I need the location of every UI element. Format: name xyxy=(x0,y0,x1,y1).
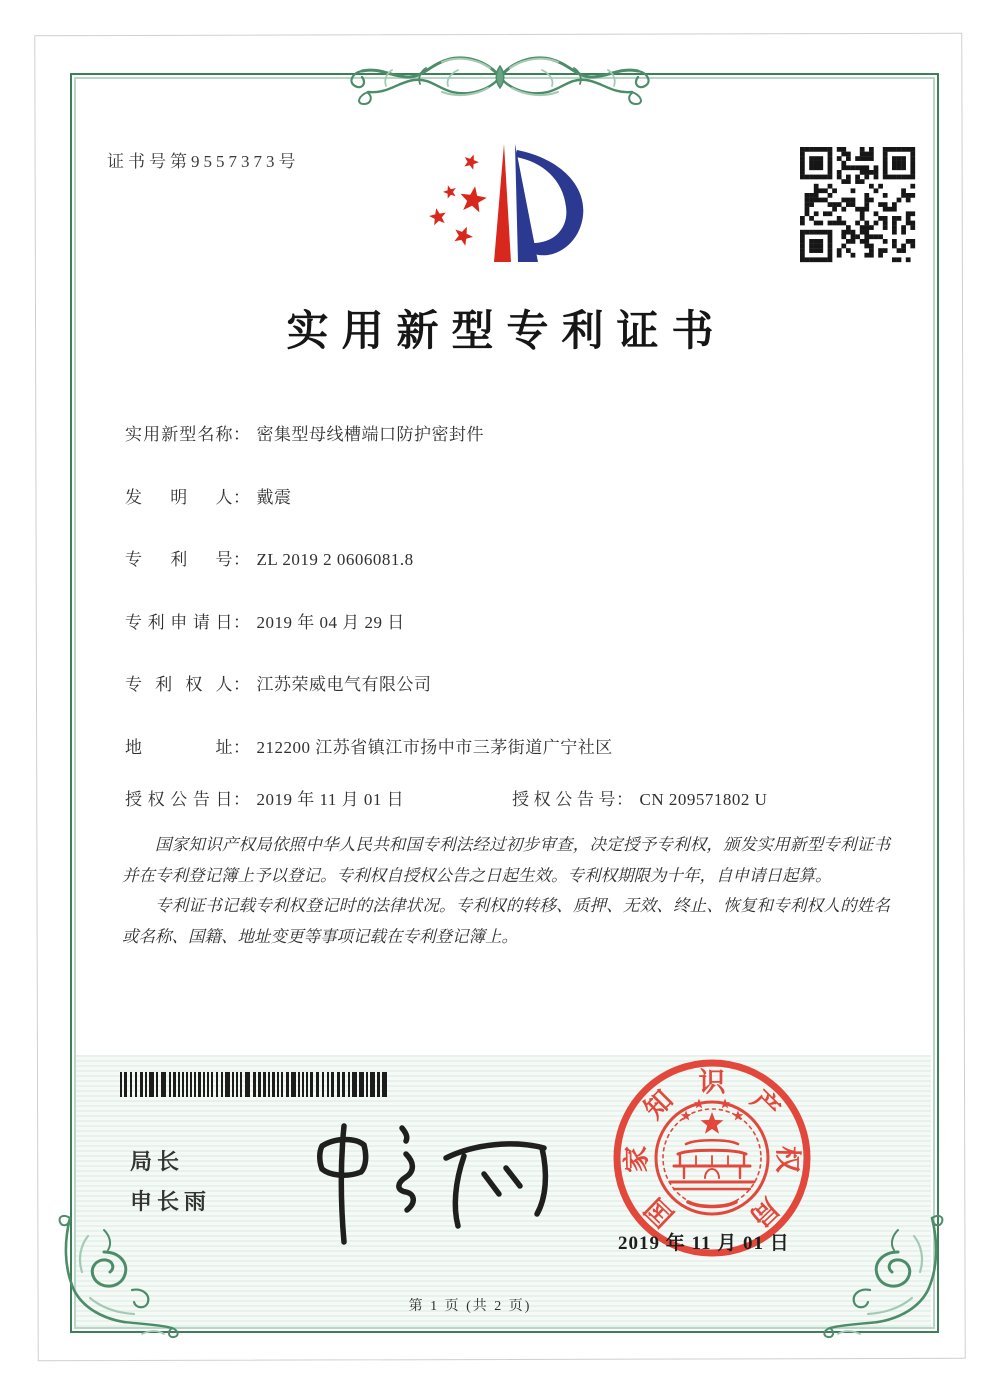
field-patent-number: 专利号： ZL 2019 2 0606081.8 xyxy=(125,545,414,570)
field-utility-model-name: 实用新型名称： 密集型母线槽端口防护密封件 xyxy=(125,420,484,445)
field-filing-date: 专利申请日： 2019 年 04 月 29 日 xyxy=(125,608,405,633)
commissioner-name: 申长雨 xyxy=(130,1189,212,1214)
field-value: 江苏荣威电气有限公司 xyxy=(256,675,432,694)
field-label: 授权公告号 xyxy=(512,790,616,809)
field-label: 专利申请日 xyxy=(125,613,233,632)
field-value: 2019 年 04 月 29 日 xyxy=(256,613,405,632)
cnipa-logo xyxy=(405,132,600,284)
top-flourish-ornament xyxy=(340,44,660,108)
seal-char: 权 xyxy=(772,1145,803,1174)
corner-flourish-ornament xyxy=(818,1206,958,1346)
logo-red-wedge xyxy=(494,144,511,262)
legal-text xyxy=(122,830,890,952)
field-label: 授权公告日 xyxy=(125,790,233,809)
page-title: 实用新型专利证书 xyxy=(286,309,727,355)
field-value: ZL 2019 2 0606081.8 xyxy=(256,550,414,569)
commissioner-block xyxy=(130,1142,211,1222)
legal-paragraph-2: 专利证书记载专利权登记时的法律状况。专利权的转移、质押、无效、终止、恢复和专利权人的姓名或名称、国籍、地址变更等事项记载在专利登记簿上。 xyxy=(122,896,890,946)
seal-char: 知 xyxy=(638,1084,679,1125)
seal-char: 识 xyxy=(698,1067,726,1098)
field-value: 戴震 xyxy=(256,488,292,507)
logo-stars xyxy=(429,155,487,246)
field-value: 2019 年 11 月 01 日 xyxy=(256,790,405,809)
field-value: CN 209571802 U xyxy=(639,790,768,809)
certificate-number: 证书号第9557373号 xyxy=(107,152,300,171)
field-patentee: 专利权人： 江苏荣威电气有限公司 xyxy=(125,670,432,695)
field-grant-number: 授权公告号： CN 209571802 U xyxy=(512,785,767,810)
field-grant-date: 授权公告日： 2019 年 11 月 01 日 xyxy=(125,785,404,810)
seal-char: 家 xyxy=(621,1145,652,1174)
field-label: 专利号 xyxy=(125,550,233,569)
field-label: 发明人 xyxy=(125,488,233,507)
legal-paragraph-1: 国家知识产权局依照中华人民共和国专利法经过初步审查，决定授予专利权，颁发实用新型专利证书并在专利登记簿上予以登记。专利权自授权公告之日起生效。专利权期限为十年，自申请日起算。 xyxy=(122,835,890,885)
barcode-icon xyxy=(120,1072,392,1097)
field-inventor: 发明人： 戴震 xyxy=(125,483,292,508)
page-number: 第 1 页 (共 2 页) xyxy=(408,1299,532,1314)
qr-code-icon xyxy=(800,147,916,263)
seal-char: 产 xyxy=(745,1084,786,1125)
field-value: 212200 江苏省镇江市扬中市三茅街道广宁社区 xyxy=(256,738,613,757)
field-label: 地址 xyxy=(125,738,233,757)
handwritten-signature-icon xyxy=(278,1112,578,1252)
seal-char: 局 xyxy=(744,1192,785,1233)
field-value: 密集型母线槽端口防护密封件 xyxy=(256,425,484,444)
corner-flourish-ornament xyxy=(44,1206,184,1346)
field-label: 专利权人 xyxy=(125,675,233,694)
commissioner-title: 局长 xyxy=(130,1149,185,1174)
field-address: 地址： 212200 江苏省镇江市扬中市三茅街道广宁社区 xyxy=(125,733,613,758)
field-label: 实用新型名称 xyxy=(125,425,233,444)
seal-char: 国 xyxy=(639,1192,680,1233)
seal-date: 2019 年 11 月 01 日 xyxy=(618,1233,790,1254)
